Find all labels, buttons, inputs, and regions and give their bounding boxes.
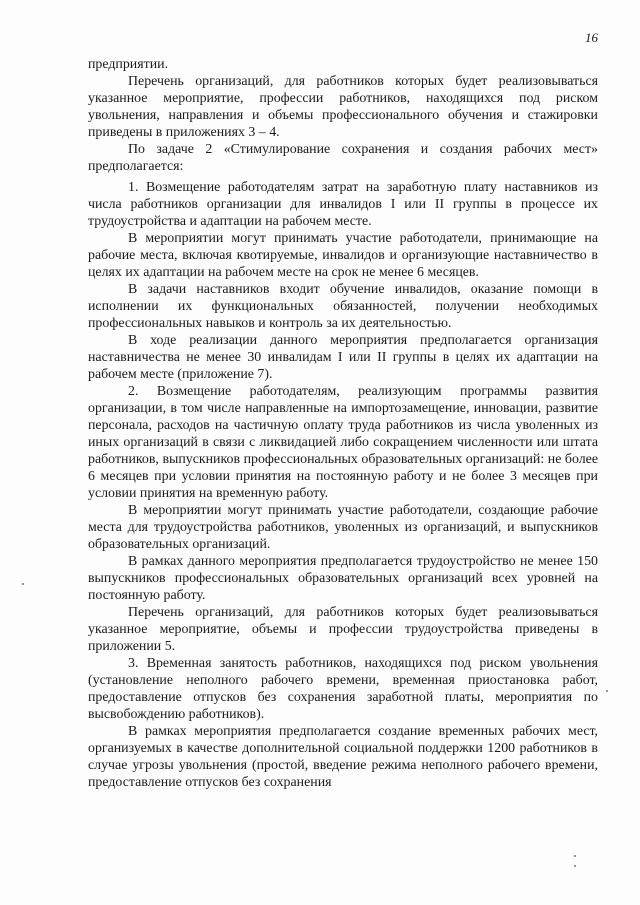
scan-speck bbox=[22, 583, 24, 585]
paragraph: 2. Возмещение работодателям, реализующим программы развития организации, в том числе направленные на импортозамещение, инновации, развитие персонала, расходов на частичную оплату труда работников из числа уволенных из иных организаций в связи с ликвидацией либо сокращением численности или штата работников, выпускников профессиональных образовательных организаций: не более 6 месяцев при условии принятия на постоянную работу и не более 3 месяцев при условии принятия на временную работу. bbox=[88, 384, 598, 501]
paragraph: В рамках мероприятия предполагается создание временных рабочих мест, организуемых в качестве дополнительной социальной поддержки 1200 работников в случае угрозы увольнения (простой, введение режима неполного рабочего времени, предоставление отпусков без сохранения bbox=[88, 724, 598, 790]
scan-speck bbox=[574, 865, 576, 867]
document-body bbox=[88, 56, 598, 791]
paragraph: 1. Возмещение работодателям затрат на заработную плату наставников из числа работников организации для инвалидов I или II группы в процессе их трудоустройства и адаптации на рабочем месте. bbox=[88, 180, 598, 229]
paragraph: По задаче 2 «Стимулирование сохранения и создания рабочих мест» предполагается: bbox=[88, 142, 598, 174]
paragraph: Перечень организаций, для работников которых будет реализовываться указанное мероприятие, объемы и профессии трудоустройства приведены в приложении 5. bbox=[88, 605, 598, 654]
page-number: 16 bbox=[585, 30, 598, 45]
paragraph: Перечень организаций, для работников которых будет реализовываться указанное мероприятие, профессии работников, находящихся под риском увольнения, направления и объемы профессионального обучения и стажировки приведены в приложениях 3 – 4. bbox=[88, 74, 598, 140]
scan-speck bbox=[574, 855, 576, 857]
paragraph: В рамках данного мероприятия предполагается трудоустройство не менее 150 выпускников профессиональных образовательных организаций всех уровней на постоянную работу. bbox=[88, 554, 598, 603]
scan-speck bbox=[606, 690, 608, 692]
paragraph: предприятии. bbox=[88, 57, 169, 72]
paragraph: В мероприятии могут принимать участие работодатели, создающие рабочие места для трудоустройства работников, уволенных из организаций, и выпускников образовательных организаций. bbox=[88, 503, 598, 552]
paragraph: В задачи наставников входит обучение инвалидов, оказание помощи в исполнении их функциональных обязанностей, получении необходимых профессиональных навыков и контроль за их деятельностью. bbox=[88, 282, 598, 331]
paragraph: В мероприятии могут принимать участие работодатели, принимающие на рабочие места, включая квотируемые, инвалидов и организующие наставничество в целях их адаптации на рабочем месте на срок не менее 6 месяцев. bbox=[88, 231, 598, 280]
paragraph: 3. Временная занятость работников, находящихся под риском увольнения (установление неполного рабочего времени, временная приостановка работ, предоставление отпусков без сохранения заработной платы, мероприятия по высвобождению работников). bbox=[88, 656, 598, 722]
paragraph: В ходе реализации данного мероприятия предполагается организация наставничества не менее 30 инвалидам I или II группы в целях их адаптации на рабочем месте (приложение 7). bbox=[88, 333, 598, 382]
